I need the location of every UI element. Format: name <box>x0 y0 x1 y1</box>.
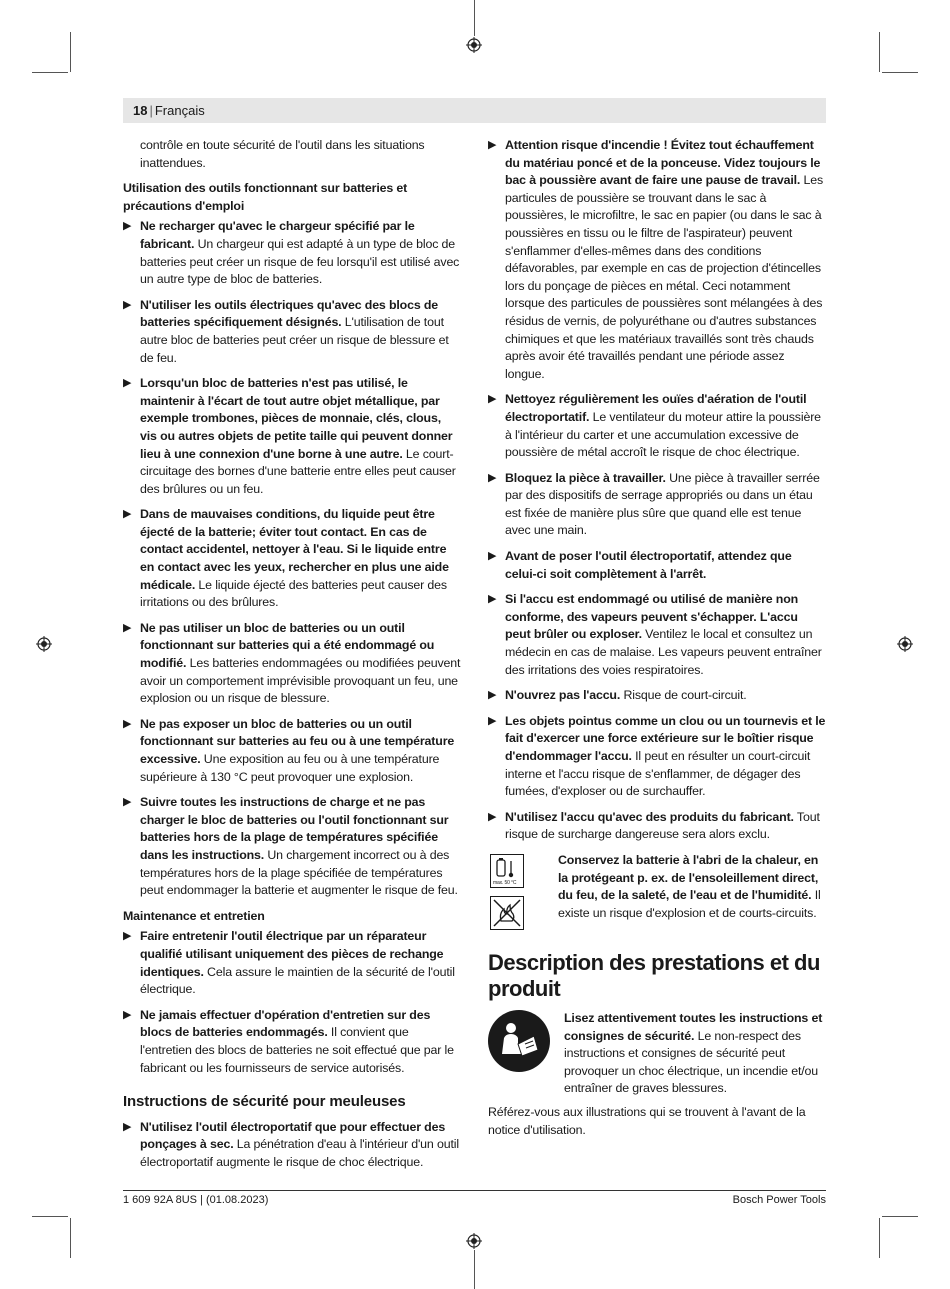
sander-warning-item <box>123 1119 461 1172</box>
sander-warning-item <box>488 713 826 801</box>
battery-section-title: Utilisation des outils fonctionnant sur batteries et précautions d'emploi <box>123 181 408 213</box>
bullet-arrow-icon: ▶ <box>123 1008 132 1021</box>
bullet-arrow-icon: ▶ <box>123 1120 132 1133</box>
warning-bold-text: Ne jamais effectuer d'opération d'entretien sur des blocs de batteries endommagés. <box>140 1007 431 1040</box>
header-language: Français <box>154 103 205 118</box>
read-instructions-bold: Lisez attentivement toutes les instructions et consignes de sécurité. <box>564 1010 823 1043</box>
warning-explanation-text: Cela assure le maintien de la sécurité de l'outil électrique. <box>140 964 455 997</box>
bullet-arrow-icon: ▶ <box>123 717 132 730</box>
warning-bold-text: N'utiliser les outils électriques qu'avec des blocs de batteries spécifiquement désignés. <box>140 297 439 330</box>
maintenance-warning-item <box>123 1007 461 1077</box>
maintenance-warning-item <box>123 928 461 998</box>
bullet-arrow-icon: ▶ <box>488 393 497 406</box>
registration-mark-icon <box>466 37 482 53</box>
heat-notice-text: Il existe un risque d'explosion et de courts-circuits. <box>558 888 821 920</box>
page-header <box>123 98 826 123</box>
crop-mark <box>474 0 475 36</box>
warning-bold-text: Faire entretenir l'outil électrique par un réparateur qualifié utilisant uniquement des pièces de rechange identiques. <box>140 929 444 979</box>
bullet-arrow-icon: ▶ <box>123 796 132 809</box>
warning-explanation-text: Il peut en résulter un court-circuit interne et l'accu risque de s'enflammer, de dégager des fumées, d'exploser ou de surchauffer. <box>505 749 811 799</box>
read-manual-icon <box>488 1010 550 1072</box>
registration-mark-icon <box>897 636 913 652</box>
crop-mark <box>70 1218 71 1258</box>
bullet-arrow-icon: ▶ <box>488 689 497 702</box>
warning-explanation-text: Tout risque de surcharge dangereuse sera alors exclu. <box>505 809 820 842</box>
bullet-arrow-icon: ▶ <box>123 508 132 521</box>
battery-warning-item <box>123 794 461 900</box>
temperature-limit-icon <box>490 854 524 888</box>
bullet-arrow-icon: ▶ <box>488 714 497 727</box>
warning-explanation-text: Le court-circuitage des bornes d'une batterie entre elles peut causer des brûlures ou un feu. <box>140 446 456 496</box>
heat-notice <box>488 852 826 932</box>
intro-continuation: contrôle en toute sécurité de l'outil dans les situations inattendues. <box>140 138 425 170</box>
bullet-arrow-icon: ▶ <box>123 377 132 390</box>
no-fire-water-icon <box>490 896 524 930</box>
left-column <box>123 137 461 1179</box>
warning-bold-text: Si l'accu est endommagé ou utilisé de manière non conforme, des vapeurs peuvent s'échapper. L'accu peut brûler ou exploser. <box>505 592 799 642</box>
warning-explanation-text: Le liquide éjecté des batteries peut causer des irritations ou des brûlures. <box>140 577 447 610</box>
warning-bold-text: N'utilisez l'outil électroportatif que pour effectuer des ponçages à sec. <box>140 1119 446 1152</box>
page-footer <box>123 1190 826 1208</box>
battery-warning-item <box>123 218 461 288</box>
bullet-arrow-icon: ▶ <box>488 550 497 563</box>
warning-explanation-text: Un chargeur qui est adapté à un type de bloc de batteries peut créer un risque de feu lorsqu'il est utilisé avec un autre type de bloc de batteries. <box>140 236 460 287</box>
battery-safety-list <box>123 218 461 899</box>
page-number: 18 <box>133 103 148 118</box>
crop-mark <box>879 1218 880 1258</box>
sander-warning-item <box>488 391 826 461</box>
bullet-arrow-icon: ▶ <box>488 593 497 606</box>
warning-bold-text: Les objets pointus comme un clou ou un tournevis et le fait d'exercer une force extérieure sur le boîtier risque d'endommager l'accu. <box>505 713 826 763</box>
warning-explanation-text: Il convient que l'entretien des blocs de batteries ne soit effectué que par le fabricant ou les fournisseurs de service autorisés. <box>140 1025 454 1075</box>
warning-explanation-text: Les batteries endommagées ou modifiées peuvent avoir un comportement imprévisible provoquant un feu, une explosion ou un risque de blessure. <box>140 656 461 706</box>
header-separator: | <box>149 103 153 118</box>
warning-bold-text: Ne pas utiliser un bloc de batteries ou un outil fonctionnant sur batteries qui a été endommagé ou modifié. <box>140 620 435 671</box>
registration-mark-icon <box>36 636 52 652</box>
bullet-arrow-icon: ▶ <box>123 220 132 233</box>
maintenance-section-title: Maintenance et entretien <box>123 908 265 923</box>
bullet-arrow-icon: ▶ <box>488 139 497 151</box>
crop-mark <box>474 1250 475 1289</box>
crop-mark <box>32 1216 68 1217</box>
battery-warning-item <box>123 620 461 708</box>
illustrations-note: Référez-vous aux illustrations qui se trouvent à l'avant de la notice d'utilisation. <box>488 1104 806 1137</box>
battery-warning-item <box>123 716 461 786</box>
footer-brand: Bosch Power Tools <box>732 1194 826 1206</box>
warning-explanation-text: Une pièce à travailler serrée par des dispositifs de serrage appropriés ou dans un étau est fixée de manière plus sûre que quand elle est tenue avec une main. <box>505 470 820 538</box>
crop-mark <box>70 32 71 72</box>
bullet-arrow-icon: ▶ <box>123 298 132 311</box>
warning-explanation-text: Les particules de poussière se trouvant dans le sac à poussières, le microfiltre, le sac en papier (ou dans le sac à poussières en tissu ou le filtre de l'aspirateur) peuvent s'enflammer d'elles-mêmes dans des conditions défavorables, par exemple en cas de projection d'étincelles lors du ponçage de pièces en métal. Ceci notamment lorsque des particules de poussières sont mélangées à des résidus de vernis, de polyuréthane ou d'autres substances chimiques et que les matériaux travaillés sont très chauds après avoir été travaillés pendant une période assez longue. <box>505 173 824 381</box>
heat-notice-icons <box>490 854 524 938</box>
bullet-arrow-icon: ▶ <box>488 810 497 823</box>
sander-warning-item <box>488 470 826 540</box>
crop-mark <box>882 1216 918 1217</box>
description-title: Description des prestations et du produit <box>488 949 820 1001</box>
warning-explanation-text: L'utilisation de tout autre bloc de batteries peut créer un risque de blessure et de feu. <box>140 315 449 365</box>
bullet-arrow-icon: ▶ <box>123 621 132 634</box>
maintenance-safety-list <box>123 928 461 1077</box>
sander-section-title: Instructions de sécurité pour meuleuses <box>123 1093 406 1111</box>
crop-mark <box>879 32 880 72</box>
read-instructions-notice <box>488 1010 826 1098</box>
battery-warning-item <box>123 297 461 367</box>
sander-warning-item <box>488 591 826 679</box>
sander-warning-item <box>488 137 826 383</box>
warning-bold-text: Suivre toutes les instructions de charge et ne pas charger le bloc de batteries ou l'outil fonctionnant sur batteries hors de la plage de températures spécifiée dans les instructions. <box>140 795 449 862</box>
right-safety-list <box>488 137 826 844</box>
warning-bold-text: Avant de poser l'outil électroportatif, attendez que celui-ci soit complètement à l'arrêt. <box>505 549 792 581</box>
warning-bold-text: Dans de mauvaises conditions, du liquide peut être éjecté de la batterie; éviter tout contact. En cas de contact accidentel, nettoyer à l'eau. Si le liquide entre en contact avec les yeux, rechercher en plus une aide médicale. <box>140 507 449 592</box>
sander-warning-item <box>488 548 826 583</box>
warning-bold-text: Bloquez la pièce à travailler. <box>505 470 666 485</box>
bullet-arrow-icon: ▶ <box>488 471 497 484</box>
warning-bold-text: Attention risque d'incendie ! Évitez tout échauffement du matériau poncé et de la ponceuse. Videz toujours le bac à poussière avant de faire une pause de travail. <box>505 138 821 188</box>
warning-bold-text: N'utilisez l'accu qu'avec des produits du fabricant. <box>505 809 794 824</box>
bullet-arrow-icon: ▶ <box>123 930 132 943</box>
warning-bold-text: Ne pas exposer un bloc de batteries ou un outil fonctionnant sur batteries au feu ou à une température excessive. <box>140 716 455 766</box>
registration-mark-icon <box>466 1233 482 1249</box>
warning-explanation-text: Un chargement incorrect ou à des températures hors de la plage spécifiée de températures peut endommager la batterie et augmenter le risque de feu. <box>140 847 458 898</box>
sander-warning-item <box>488 687 826 705</box>
right-column <box>488 137 826 1147</box>
footer-doc-code: 1 609 92A 8US | (01.08.2023) <box>123 1194 269 1206</box>
warning-explanation-text: Ventilez le local et consultez un médecin en cas de malaise. Les vapeurs peuvent entraîner des irritations des voies respiratoires. <box>505 627 822 677</box>
warning-explanation-text: Le ventilateur du moteur attire la poussière à l'intérieur du carter et une accumulation excessive de poussière de métal accroît le risque de choc électrique. <box>505 409 821 460</box>
warning-explanation-text: La pénétration d'eau à l'intérieur d'un outil électroportatif augmente le risque de choc électrique. <box>140 1137 459 1169</box>
warning-bold-text: Ne recharger qu'avec le chargeur spécifié par le fabricant. <box>140 219 415 251</box>
battery-warning-item <box>123 375 461 498</box>
crop-mark <box>882 72 918 73</box>
warning-explanation-text: Risque de court-circuit. <box>620 688 747 703</box>
warning-explanation-text: Une exposition au feu ou à une température supérieure à 130 °C peut provoquer une explosion. <box>140 752 440 784</box>
temperature-limit-label: max. 50 °C <box>493 879 517 886</box>
warning-bold-text: Lorsqu'un bloc de batteries n'est pas utilisé, le maintenir à l'écart de tout autre objet métallique, par exemple trombones, pièces de monnaie, clés, clous, vis ou autres objets de petite taille qui peuvent donner lieu à une connexion d'une borne à une autre. <box>140 376 453 461</box>
warning-bold-text: N'ouvrez pas l'accu. <box>505 688 621 703</box>
heat-notice-bold: Conservez la batterie à l'abri de la chaleur, en la protégeant p. ex. de l'ensoleillement direct, du feu, de la saleté, de l'eau et de l'humidité. <box>558 852 819 903</box>
read-instructions-text: Le non-respect des instructions et consignes de sécurité peut provoquer un choc électrique, un incendie et/ou entraîner de graves blessures. <box>564 1028 819 1096</box>
warning-bold-text: Nettoyez régulièrement les ouïes d'aération de l'outil électroportatif. <box>505 392 807 424</box>
sander-safety-list <box>123 1119 461 1172</box>
battery-warning-item <box>123 506 461 612</box>
sander-warning-item <box>488 809 826 844</box>
crop-mark <box>32 72 68 73</box>
